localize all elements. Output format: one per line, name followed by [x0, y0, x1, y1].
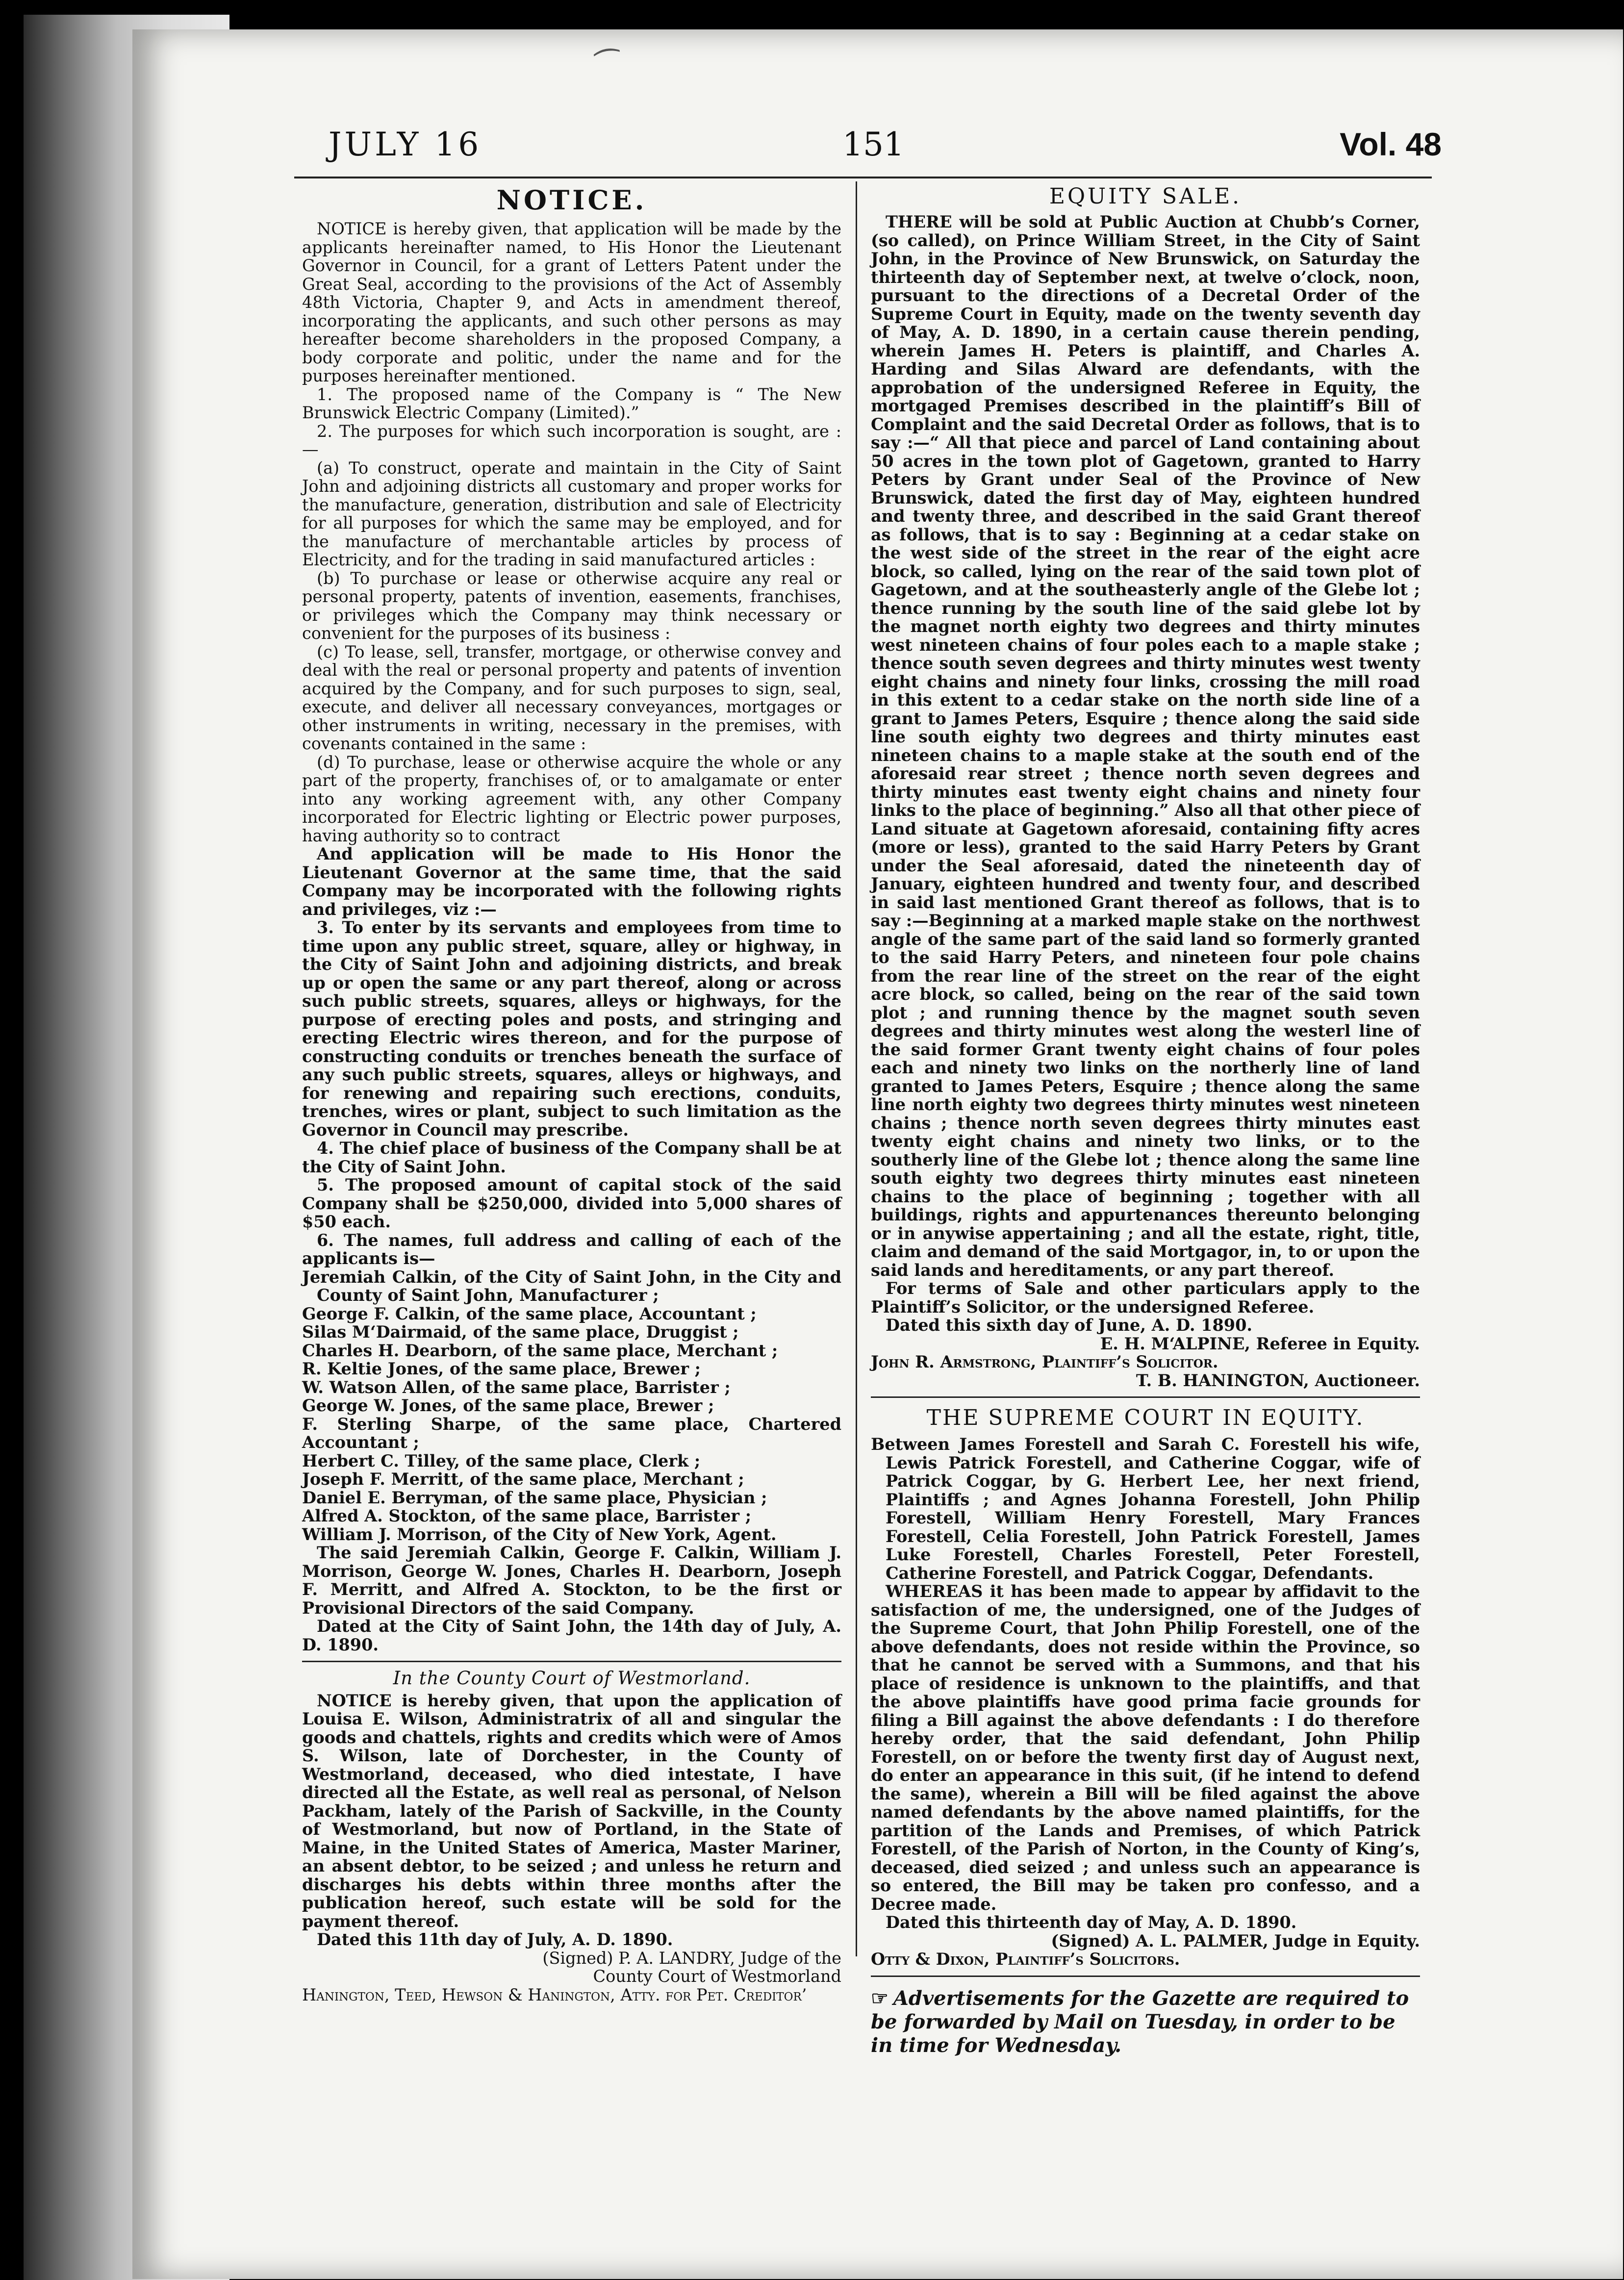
- westmorland-signature-court: County Court of Westmorland: [593, 1967, 841, 1986]
- westmorland-dated: Dated this 11th day of July, A. D. 1890.: [317, 1930, 673, 1949]
- notice-dated: Dated at the City of Saint John, the 14th day of July, A. D. 1890.: [302, 1617, 841, 1654]
- westmorland-title: In the County Court of Westmorland.: [393, 1668, 751, 1689]
- plaintiff-solicitor: John R. Armstrong, Plaintiff’s Solicitor.: [871, 1352, 1218, 1371]
- notice-item-4: 4. The chief place of business of the Company shall be at the City of Saint John.: [302, 1139, 841, 1176]
- running-head: [329, 126, 1442, 170]
- advertisement-notice: [871, 1987, 1420, 2057]
- auctioneer-signature: T. B. HANINGTON, Auctioneer.: [1136, 1370, 1420, 1390]
- notice-application: And application will be made to His Honor the Lieutenant Governor at the same time, that the said Company may be incorporated with the following rights and privileges, viz :—: [302, 844, 841, 919]
- applicant-entry: R. Keltie Jones, of the same place, Brewer ;: [302, 1359, 701, 1378]
- plaintiff-solicitors: Otty & Dixon, Plaintiff’s Solicitors.: [871, 1950, 1180, 1969]
- supreme-court-parties: Between James Forestell and Sarah C. Forestell his wife, Lewis Patrick Forestell, and Catherine Coggar, wife of Patrick Coggar, by G. Herbert Lee, her next friend, Plaintiffs ; and Agnes Johanna Forestell, John Philip Forestell, William Henry Forestell, Mary Frances Forestell, Celia Forestell, John Patrick Forestell, James Luke Forestell, Charles Forestell, Peter Forestell, Catherine Forestell, and Patrick Coggar, Defendants.: [871, 1435, 1420, 1583]
- applicant-entry: Daniel E. Berryman, of the same place, Physician ;: [302, 1488, 767, 1507]
- westmorland-notice: NOTICE is hereby given, that upon the application of Louisa E. Wilson, Administratrix of all and singular the goods and chattels, rights and credits which were of Amos S. Wilson, late of Dorchester, in the County of Westmorland, deceased, who died intestate, I have directed all the Estate, as well real as personal, of Nelson Packham, lately of the Parish of Sackville, in the County of Westmorland, but now of Portland, in the State of Maine, in the United States of America, Master Mariner, an absent debtor, to be seized ; and unless he return and discharges his debts within three months after the publication hereof, such estate will be sold for the payment thereof.: [302, 1691, 841, 1931]
- applicant-entry: Alfred A. Stockton, of the same place, Barrister ;: [302, 1506, 752, 1525]
- volume-number: Vol. 48: [1340, 126, 1442, 162]
- westmorland-signature: (Signed) P. A. LANDRY, Judge of the: [542, 1948, 841, 1968]
- judge-signature: (Signed) A. L. PALMER, Judge in Equity.: [1051, 1931, 1420, 1951]
- applicant-entry: Joseph F. Merritt, of the same place, Merchant ;: [302, 1469, 744, 1489]
- applicant-entry: Silas M‘Dairmaid, of the same place, Druggist ;: [302, 1322, 739, 1342]
- equity-sale-terms: For terms of Sale and other particulars apply to the Plaintiff’s Solicitor, or the undersigned Referee.: [871, 1279, 1420, 1317]
- page-number: 151: [842, 126, 904, 163]
- applicant-entry: Jeremiah Calkin, of the City of Saint John, in the City and County of Saint John, Manufacturer ;: [302, 1267, 841, 1305]
- right-column: [871, 184, 1420, 2057]
- notice-intro: NOTICE is hereby given, that application will be made by the applicants hereinafter named, to His Honor the Lieutenant Governor in Council, for a grant of Letters Patent under the Great Seal, according to the provisions of the Act of Assembly 48th Victoria, Chapter 9, and Acts in amendment thereof, incorporating the applicants, and such other persons as may hereafter become shareholders in the proposed Company, a body corporate and politic, under the name and for the purposes hereinafter mentioned.: [302, 219, 841, 385]
- section-rule: [871, 1396, 1420, 1398]
- referee-signature: E. H. M‘ALPINE, Referee in Equity.: [1100, 1334, 1420, 1353]
- left-column: [302, 184, 841, 2004]
- notice-item-2: 2. The purposes for which such incorporation is sought, are :—: [302, 421, 841, 459]
- issue-date: JULY 16: [329, 126, 482, 163]
- applicant-entry: Herbert C. Tilley, of the same place, Clerk ;: [302, 1451, 701, 1470]
- applicant-entry: George F. Calkin, of the same place, Accountant ;: [302, 1304, 757, 1323]
- supreme-court-title: THE SUPREME COURT IN EQUITY.: [926, 1405, 1365, 1430]
- westmorland-attorneys: Hanington, Teed, Hewson & Hanington, Atty. for Pet. Creditor’: [302, 1985, 807, 2004]
- applicant-entry: Charles H. Dearborn, of the same place, Merchant ;: [302, 1341, 778, 1360]
- notice-title: NOTICE.: [496, 184, 647, 216]
- equity-sale-title: EQUITY SALE.: [1049, 184, 1242, 209]
- notice-item-5: 5. The proposed amount of capital stock of the said Company shall be $250,000, divided into 5,000 shares of $50 each.: [302, 1175, 841, 1231]
- applicant-entry: William J. Morrison, of the City of New York, Agent.: [302, 1524, 777, 1544]
- pointing-hand-icon: ☞: [871, 1986, 888, 2010]
- section-rule: [302, 1661, 841, 1662]
- notice-item-6: 6. The names, full address and calling of each of the applicants is—: [302, 1230, 841, 1268]
- column-divider: [856, 181, 857, 1956]
- notice-item-2d: (d) To purchase, lease or otherwise acquire the whole or any part of the property, franchises of, or to amalgamate or enter into any working agreement with, any other Company incorporated for Electric lighting or Electric power purposes, having authority so to contract: [302, 752, 841, 845]
- equity-sale-body: THERE will be sold at Public Auction at Chubb’s Corner, (so called), on Prince William Street, in the City of Saint John, in the Province of New Brunswick, on Saturday the thirteenth day of September next, at twelve o’clock, noon, pursuant to the directions of a Decretal Order of the Supreme Court in Equity, made on the twenty seventh day of May, A. D. 1890, in a certain cause therein pending, wherein James H. Peters is plaintiff, and Charles A. Harding and Silas Alward are defendants, with the approbation of the undersigned Referee in Equity, the mortgaged Premises described in the plaintiff’s Bill of Complaint and the said Decretal Order as follows, that is to say :—“ All that piece and parcel of Land containing about 50 acres in the town plot of Gagetown, granted to Harry Peters by Grant under Seal of the Province of New Brunswick, dated the first day of May, eighteen hundred and twenty three, and described in the said Grant thereof as follows, that is to say : Beginning at a cedar stake on the west side of the street in the rear of the eight acre block, so called, lying on the rear of the said town plot of Gagetown, and at the southeasterly angle of the Glebe lot ; thence running by the south line of the said glebe lot by the magnet north eighty two degrees and thirty minutes west nineteen chains of four poles each to a maple stake ; thence south seven degrees and thirty minutes west twenty eight chains and ninety four links, crossing the mill road in this extent to a cedar stake on the north side line of a grant to James Peters, Esquire ; thence along the said side line south eighty two degrees and thirty minutes east nineteen chains to a maple stake at the south end of the aforesaid rear street ; thence north seven degrees and thirty minutes east twenty eight chains and ninety four links to the place of beginning.” Also all that other piece of Land situate at Gagetown aforesaid, containing fifty acres (more or less), granted to the said Harry Peters by Grant under the Seal aforesaid, dated the nineteenth day of January, eighteen hundred and twenty four, and described in said last mentioned Grant thereof as follows, that is to say :—Beginning at a marked maple stake on the northwest angle of the same part of the said land so formerly granted to the said Harry Peters, and nineteen four pole chains from the rear line of the street on the rear of the eight acre block, so called, being on the rear of the said town plot ; and running thence by the magnet south seven degrees and thirty minutes west along the westerl line of the said former Grant twenty eight chains of four poles each and ninety two links on the northerly line of land granted to James Peters, Esquire ; thence along the same line north eighty two degrees thirty minutes west nineteen chains ; thence north seven degrees thirty minutes east twenty eight chains and ninety two links, or to the southerly line of the Glebe lot ; thence along the same line south eighty two degrees thirty minutes east nineteen chains to the place of beginning ; together with all buildings, rights and appurtenances thereunto belonging or in anywise appertaining ; and all the estate, right, title, claim and demand of the said Mortgagor, in, to or upon the said lands and hereditaments, or any part thereof.: [871, 212, 1420, 1280]
- handwritten-mark: ⁀: [594, 47, 624, 85]
- notice-item-2a: (a) To construct, operate and maintain in the City of Saint John and adjoining districts all customary and proper works for the manufacture, generation, distribution and sale of Electricity for all purposes for which the same may be employed, and for the manufacture of merchantable articles by process of Electricity, and for the trading in said manufactured articles :: [302, 458, 841, 569]
- supreme-court-dated: Dated this thirteenth day of May, A. D. 1890.: [886, 1913, 1297, 1932]
- applicant-list: [302, 1268, 841, 1544]
- notice-item-2b: (b) To purchase or lease or otherwise acquire any real or personal property, patents of invention, easements, franchises, or privileges which the Company may think necessary or convenient for the purposes of its business :: [302, 568, 841, 643]
- notice-item-2c: (c) To lease, sell, transfer, mortgage, or otherwise convey and deal with the real or personal property and patents of invention acquired by the Company, and for such purposes to sign, seal, execute, and deliver all necessary conveyances, mortgages or other instruments in writing, necessary in the premises, with covenants contained in the same :: [302, 642, 841, 753]
- section-rule: [871, 1976, 1420, 1977]
- applicant-entry: W. Watson Allen, of the same place, Barrister ;: [302, 1377, 731, 1397]
- provisional-directors: The said Jeremiah Calkin, George F. Calkin, William J. Morrison, George W. Jones, Charles H. Dearborn, Joseph F. Merritt, and Alfred A. Stockton, to be the first or Provisional Directors of the said Company.: [302, 1543, 841, 1618]
- applicant-entry: F. Sterling Sharpe, of the same place, Chartered Accountant ;: [302, 1414, 841, 1452]
- header-rule: [294, 177, 1432, 178]
- advertisement-text: Advertisements for the Gazette are required to be forwarded by Mail on Tuesday, in order to be in time for Wednesday.: [871, 1986, 1409, 2057]
- notice-item-1: 1. The proposed name of the Company is “ The New Brunswick Electric Company (Limited).”: [302, 384, 841, 422]
- applicant-entry: George W. Jones, of the same place, Brewer ;: [302, 1396, 714, 1415]
- equity-sale-dated: Dated this sixth day of June, A. D. 1890.: [886, 1316, 1253, 1335]
- notice-item-3: 3. To enter by its servants and employees from time to time upon any public street, square, alley or highway, in the City of Saint John and adjoining districts, and break up or open the same or any part thereof, along or across such public streets, squares, alleys or highways, for the purpose of erecting poles and posts, and stringing and erecting Electric wires thereon, and for the purpose of constructing conduits or trenches beneath the surface of any such public streets, squares, alleys or highways, and for renewing and repairing such erections, conduits, trenches, wires or plant, subject to such limitation as the Governor in Council may prescribe.: [302, 918, 841, 1140]
- supreme-court-order: WHEREAS it has been made to appear by affidavit to the satisfaction of me, the undersigned, one of the Judges of the Supreme Court, that John Philip Forestell, one of the above defendants, does not reside within the Province, so that he cannot be served with a Summons, and that his place of residence is unknown to the plaintiffs, and that the above plaintiffs have good prima facie grounds for filing a Bill against the above defendants : I do therefore hereby order, that the said defendant, John Philip Forestell, on or before the twenty first day of August next, do enter an appearance in this suit, (if he intend to defend the same), wherein a Bill will be filed against the above named defendants by the above named plaintiffs, for the partition of the Lands and Premises, of which Patrick Forestell, of the Parish of Norton, in the County of King’s, deceased, died seized ; and unless such an appearance is so entered, the Bill may be taken pro confesso, and a Decree made.: [871, 1582, 1420, 1914]
